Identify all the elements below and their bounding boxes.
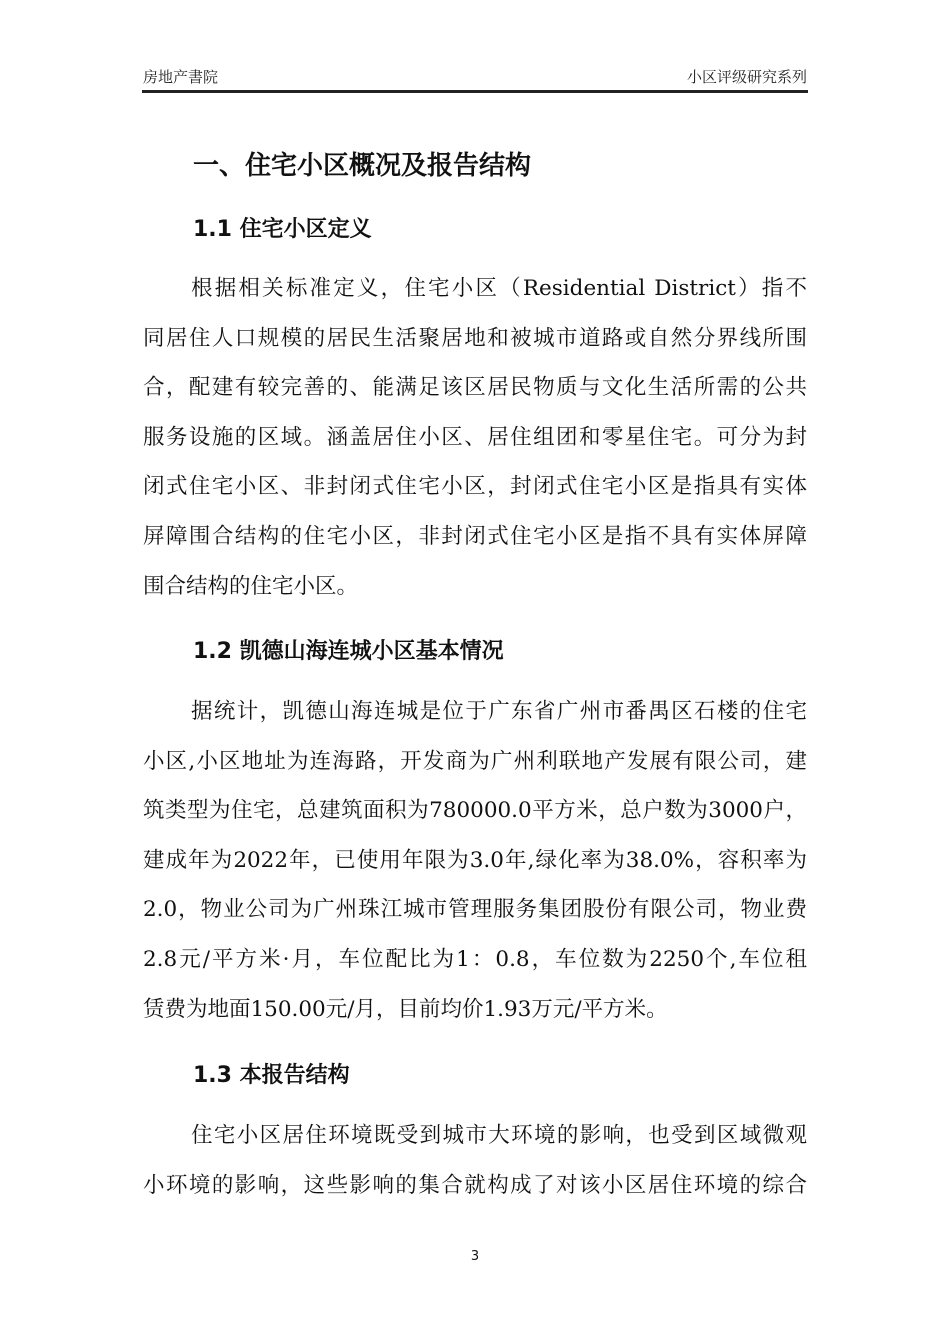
paragraph-line: 住宅小区居住环境既受到城市大环境的影响，也受到区域微观 xyxy=(191,1123,807,1148)
paragraph-line: 合，配建有较完善的、能满足该区居民物质与文化生活所需的公共 xyxy=(143,375,807,401)
section-paragraph xyxy=(143,687,807,1034)
paragraph-line: 服务设施的区域。涵盖居住小区、居住组团和零星住宅。可分为封 xyxy=(143,424,807,450)
paragraph-line: 筑类型为住宅，总建筑面积为780000.0平方米，总户数为3000户， xyxy=(143,798,807,824)
paragraph-line: 2.0，物业公司为广州珠江城市管理服务集团股份有限公司，物业费 xyxy=(143,897,807,923)
paragraph-line: 根据相关标准定义，住宅小区（Residential District）指不 xyxy=(191,276,807,301)
chapter-title: 一、住宅小区概况及报告结构 xyxy=(193,151,532,181)
section-paragraph xyxy=(143,264,807,611)
paragraph-line: 屏障围合结构的住宅小区，非封闭式住宅小区是指不具有实体屏障 xyxy=(143,523,807,549)
section-heading: 1.1 住宅小区定义 xyxy=(193,217,372,242)
section-paragraph xyxy=(143,1111,807,1210)
paragraph-line: 小环境的影响，这些影响的集合就构成了对该小区居住环境的综合 xyxy=(143,1172,807,1198)
paragraph-line: 建成年为2022年，已使用年限为3.0年,绿化率为38.0%，容积率为 xyxy=(143,847,807,873)
paragraph-line: 据统计，凯德山海连城是位于广东省广州市番禺区石楼的住宅 xyxy=(191,699,807,724)
section-heading: 1.3 本报告结构 xyxy=(193,1063,350,1088)
paragraph-line: 小区,小区地址为连海路，开发商为广州利联地产发展有限公司，建 xyxy=(143,748,807,774)
paragraph-line: 2.8元/平方米·月，车位配比为1：0.8，车位数为2250个,车位租 xyxy=(143,946,807,972)
paragraph-line: 赁费为地面150.00元/月，目前均价1.93万元/平方米。 xyxy=(143,996,668,1022)
header-rule xyxy=(142,90,808,93)
paragraph-line: 同居住人口规模的居民生活聚居地和被城市道路或自然分界线所围 xyxy=(143,325,807,351)
header-right-title: 小区评级研究系列 xyxy=(686,68,807,86)
paragraph-line: 闭式住宅小区、非封闭式住宅小区，封闭式住宅小区是指具有实体 xyxy=(143,474,807,500)
paragraph-line: 围合结构的住宅小区。 xyxy=(143,573,359,599)
header-left-title: 房地产書院 xyxy=(143,68,219,86)
section-heading: 1.2 凯德山海连城小区基本情况 xyxy=(193,639,504,664)
page-number: 3 xyxy=(470,1249,480,1264)
